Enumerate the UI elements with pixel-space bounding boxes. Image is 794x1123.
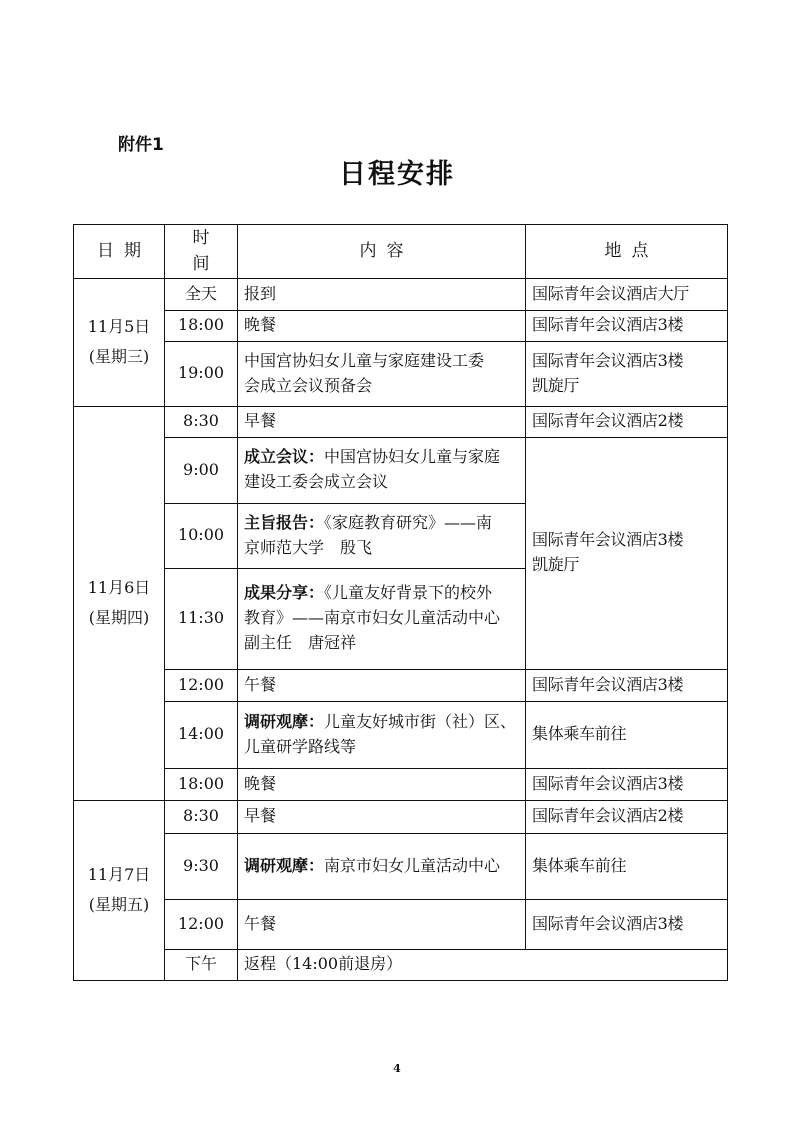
header-date: 日期: [74, 225, 165, 279]
time-cell: 全天: [165, 278, 238, 310]
content-line: 晚餐: [244, 315, 277, 335]
content-cell: [238, 899, 526, 949]
venue-line: 凯旋厅: [532, 375, 580, 395]
table-row: [74, 833, 728, 899]
content-line: 早餐: [244, 806, 277, 826]
content-cell: [238, 406, 526, 437]
table-row: [74, 800, 728, 833]
table-row: [74, 437, 728, 503]
table-row: [74, 949, 728, 980]
time-cell: 下午: [165, 949, 238, 980]
content-line: [244, 581, 519, 606]
venue-line: 集体乘车前往: [532, 724, 627, 744]
time-cell: 18:00: [165, 768, 238, 800]
content-line: 会成立会议预备会: [244, 375, 373, 395]
time-cell: 8:30: [165, 406, 238, 437]
content-cell: [238, 437, 526, 503]
content-line: 午餐: [244, 674, 277, 694]
content-cell: [238, 568, 526, 669]
content-label: 成果分享：: [244, 583, 325, 603]
content-text: 中国宫协妇女儿童与家庭: [324, 447, 501, 467]
content-cell: [238, 833, 526, 899]
weekday-text: (星期三): [88, 347, 150, 367]
content-label: 主旨报告：: [244, 512, 325, 532]
table-row: [74, 278, 728, 310]
content-line: [244, 445, 519, 470]
venue-cell: [526, 278, 728, 310]
venue-cell: [526, 406, 728, 437]
content-line: 建设工委会成立会议: [244, 472, 389, 492]
venue-line: 国际青年会议酒店3楼: [532, 913, 684, 933]
time-cell: 12:00: [165, 669, 238, 701]
venue-cell: [526, 341, 728, 406]
content-text: 儿童友好城市街（社）区、: [324, 711, 517, 731]
content-line: 午餐: [244, 913, 277, 933]
content-label: 成立会议：: [244, 447, 325, 467]
schedule-table: [73, 224, 728, 981]
content-line: 中国宫协妇女儿童与家庭建设工委: [244, 350, 485, 370]
content-line: 早餐: [244, 411, 277, 431]
table-row: [74, 899, 728, 949]
time-cell: 9:30: [165, 833, 238, 899]
table-row: [74, 310, 728, 341]
content-text: 《家庭教育研究》——南: [324, 512, 493, 532]
date-cell-day1: [74, 278, 165, 406]
content-text: 《儿童友好背景下的校外: [324, 583, 493, 603]
content-cell: [238, 310, 526, 341]
content-cell: [238, 503, 526, 568]
time-cell: 19:00: [165, 341, 238, 406]
venue-line: 国际青年会议酒店2楼: [532, 806, 684, 826]
content-line: 报到: [244, 283, 277, 303]
content-line: 晚餐: [244, 773, 277, 793]
venue-line: 集体乘车前往: [532, 855, 627, 875]
page-number: 4: [393, 1062, 401, 1075]
content-cell: [238, 341, 526, 406]
venue-cell: [526, 768, 728, 800]
date-text: 11月6日: [87, 577, 151, 597]
venue-cell: [526, 701, 728, 768]
date-cell-day2: [74, 406, 165, 800]
table-row: [74, 406, 728, 437]
venue-line: 凯旋厅: [532, 555, 580, 575]
table-row: [74, 701, 728, 768]
time-cell: 10:00: [165, 503, 238, 568]
venue-cell: [526, 800, 728, 833]
date-text: 11月5日: [87, 316, 151, 336]
content-line: [244, 710, 519, 735]
content-label: 调研观摩：: [244, 855, 325, 875]
table-row: [74, 768, 728, 800]
time-cell: 18:00: [165, 310, 238, 341]
content-cell: [238, 701, 526, 768]
content-cell: [238, 669, 526, 701]
content-line: [244, 854, 519, 879]
weekday-text: (星期五): [88, 895, 150, 915]
venue-line: 国际青年会议酒店2楼: [532, 411, 684, 431]
venue-line: 国际青年会议酒店3楼: [532, 315, 684, 335]
header-time: 时间: [165, 225, 238, 279]
header-row: [74, 225, 728, 279]
venue-line: 国际青年会议酒店3楼: [532, 773, 684, 793]
venue-line: 国际青年会议酒店3楼: [532, 674, 684, 694]
content-line: 京师范大学 殷飞: [244, 537, 373, 557]
date-cell-day3: [74, 800, 165, 980]
content-line: 儿童研学路线等: [244, 736, 357, 756]
date-text: 11月7日: [87, 864, 151, 884]
time-cell: 12:00: [165, 899, 238, 949]
page-title: 日程安排: [339, 159, 455, 190]
venue-line: 国际青年会议酒店大厅: [532, 283, 690, 303]
venue-cell-merged: [526, 437, 728, 669]
attachment-label: 附件1: [118, 135, 164, 155]
content-cell: [238, 949, 728, 980]
content-line: 返程（14:00前退房）: [244, 954, 403, 974]
venue-cell: [526, 310, 728, 341]
header-venue: 地点: [526, 225, 728, 279]
venue-cell: [526, 669, 728, 701]
content-cell: [238, 800, 526, 833]
content-label: 调研观摩：: [244, 711, 325, 731]
table-row: [74, 341, 728, 406]
time-cell: 8:30: [165, 800, 238, 833]
time-cell: 9:00: [165, 437, 238, 503]
header-content: 内容: [238, 225, 526, 279]
weekday-text: (星期四): [88, 608, 150, 628]
table-row: [74, 669, 728, 701]
content-cell: [238, 768, 526, 800]
content-cell: [238, 278, 526, 310]
time-cell: 11:30: [165, 568, 238, 669]
venue-cell: [526, 833, 728, 899]
venue-line: 国际青年会议酒店3楼: [532, 350, 684, 370]
content-line: 副主任 唐冠祥: [244, 633, 357, 653]
time-cell: 14:00: [165, 701, 238, 768]
content-line: [244, 511, 519, 536]
venue-line: 国际青年会议酒店3楼: [532, 530, 684, 550]
venue-cell: [526, 899, 728, 949]
content-line: 教育》——南京市妇女儿童活动中心: [244, 608, 501, 628]
content-text: 南京市妇女儿童活动中心: [324, 855, 501, 875]
